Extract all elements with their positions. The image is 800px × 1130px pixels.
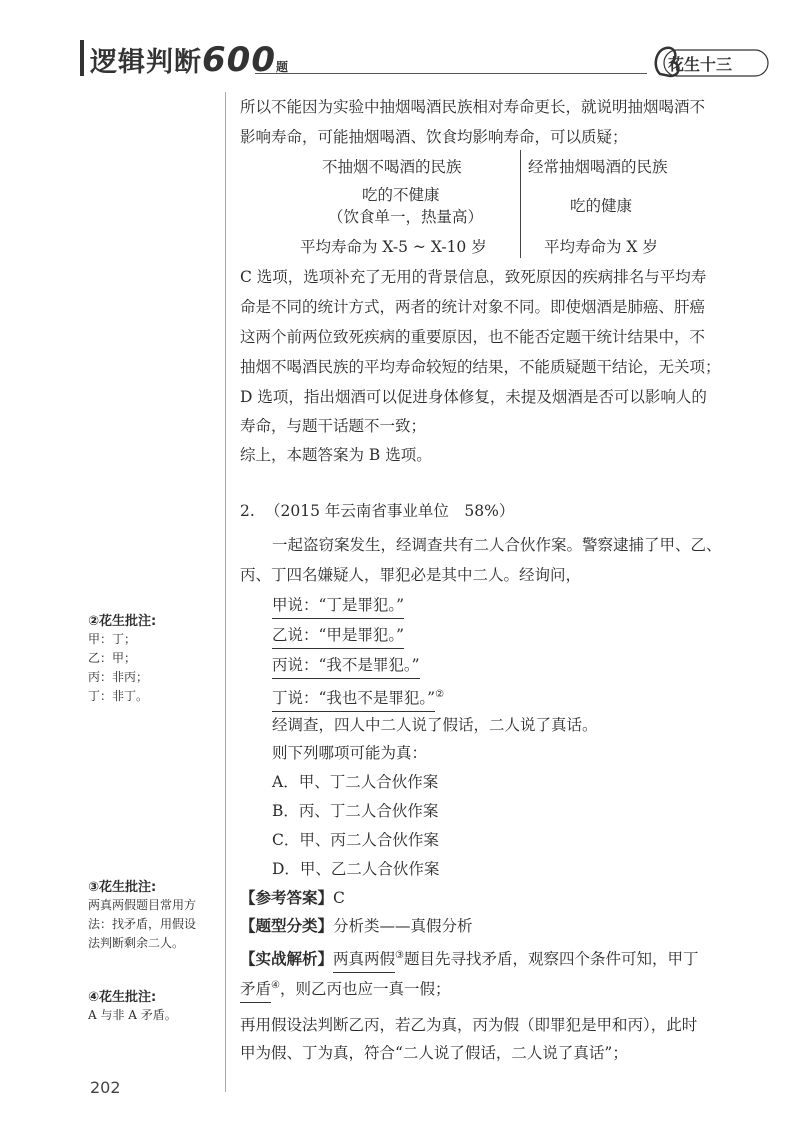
table-right-diet: 吃的健康 xyxy=(570,197,633,215)
side-note-head: ②花生批注: xyxy=(88,614,157,629)
statement-yi xyxy=(272,624,404,646)
body-line: C 选项，选项补充了无用的背景信息，致死原因的疾病排名与平均寿 xyxy=(240,268,707,286)
answer-value: C xyxy=(333,889,345,907)
analysis-line: 再用假设法判断乙丙，若乙为真，丙为假（即罪犯是甲和丙），此时 xyxy=(240,1016,698,1034)
body-line: 所以不能因为实验中抽烟喝酒民族相对寿命更长，就说明抽烟喝酒不 xyxy=(240,98,706,116)
option-b: B．丙、丁二人合伙作案 xyxy=(272,802,439,820)
type-value: 分析类——真假分析 xyxy=(333,917,473,935)
title-text: 逻辑判断 xyxy=(90,47,202,78)
side-note-line: 两真两假题目常用方 xyxy=(88,898,197,912)
statement-text: 乙说：“甲是罪犯。” xyxy=(272,626,404,649)
margin-divider xyxy=(225,92,226,1092)
analysis-line: 甲为假、丁为真，符合“二人说了假话，二人说了真话”； xyxy=(240,1044,628,1062)
question-stem: 丙、丁四名嫌疑人，罪犯必是其中二人。经询问， xyxy=(240,566,582,584)
table-right-life: 平均寿命为 X 岁 xyxy=(544,238,658,256)
title-suffix: 题 xyxy=(275,60,289,74)
option-d: D．甲、乙二人合伙作案 xyxy=(272,860,440,878)
side-note-body xyxy=(88,1006,177,1025)
footnote-marker: ④ xyxy=(271,980,280,991)
analysis-text: 题目先寻找矛盾，观察四个条件可知，甲丁 xyxy=(404,950,699,969)
type-line xyxy=(240,915,473,937)
question-condition: 经调查，四人中二人说了假话，二人说了真话。 xyxy=(272,716,598,734)
summary-line: 综上，本题答案为 B 选项。 xyxy=(240,446,432,464)
side-note-line: 丁：非丁。 xyxy=(88,689,149,703)
statement-text: 丁说：“我也不是罪犯。” xyxy=(272,689,435,712)
statement-text: 甲说：“丁是罪犯。” xyxy=(272,596,404,619)
table-left-diet-note: （饮食单一，热量高） xyxy=(328,208,484,226)
analysis-label: 【实战解析】 xyxy=(240,949,334,969)
statement-ding xyxy=(272,684,444,709)
table-left-head: 不抽烟不喝酒的民族 xyxy=(322,158,462,176)
table-left-diet: 吃的不健康 xyxy=(362,186,440,204)
side-note-line: 甲：丁； xyxy=(88,632,137,646)
option-c: C．甲、丙二人合伙作案 xyxy=(272,831,439,849)
body-line: 这两个前两位致死疾病的重要原因，也不能否定题干统计结果中，不 xyxy=(240,328,706,346)
table-right-head: 经常抽烟喝酒的民族 xyxy=(528,158,668,176)
analysis-line xyxy=(240,945,699,970)
analysis-underlined: 矛盾 xyxy=(240,980,271,1003)
side-note-body xyxy=(88,630,148,706)
statement-jia xyxy=(272,594,404,616)
book-title xyxy=(90,40,289,80)
logo-text: 花生十三 xyxy=(668,55,733,74)
table-divider xyxy=(520,150,521,258)
question-prompt: 则下列哪项可能为真： xyxy=(272,744,428,762)
body-line: 命是不同的统计方式，两者的统计对象不同。即使烟酒是肺癌、肝癌 xyxy=(240,298,706,316)
statement-bing xyxy=(272,654,420,676)
answer-label: 【参考答案】 xyxy=(240,888,334,907)
side-note-line: 丙：非丙； xyxy=(88,670,149,684)
type-label: 【题型分类】 xyxy=(240,916,334,935)
body-line: 寿命，与题干话题不一致； xyxy=(240,417,427,435)
side-note-head: ③花生批注: xyxy=(88,880,157,895)
analysis-text: ，则乙丙也应一真一假； xyxy=(279,980,451,999)
question-number: 2. xyxy=(240,502,255,520)
body-line: 影响寿命，可能抽烟喝酒、饮食均影响寿命，可以质疑； xyxy=(240,128,628,146)
question-source: （2015 年云南省事业单位 58%） xyxy=(265,502,515,520)
footnote-marker: ② xyxy=(435,689,445,700)
body-line: D 选项，指出烟酒可以促进身体修复，未提及烟酒是否可以影响人的 xyxy=(240,388,707,406)
side-note-line: A 与非 A 矛盾。 xyxy=(88,1008,177,1022)
question-stem: 一起盗窃案发生，经调查共有二人合伙作案。警察逮捕了甲、乙、 xyxy=(272,536,722,554)
side-note-line: 乙：甲； xyxy=(88,651,137,665)
analysis-underlined: 两真两假 xyxy=(333,950,395,973)
page-number: 202 xyxy=(90,1078,121,1097)
side-note-head: ④花生批注: xyxy=(88,990,157,1005)
answer-line xyxy=(240,887,345,909)
statement-text: 丙说：“我不是罪犯。” xyxy=(272,656,420,679)
side-note-line: 法：找矛盾，用假设 xyxy=(88,917,197,931)
option-a: A．甲、丁二人合伙作案 xyxy=(272,773,439,791)
header-bar xyxy=(80,40,84,76)
title-number: 600 xyxy=(202,40,276,80)
side-note-line: 法判断剩余二人。 xyxy=(88,936,185,950)
footnote-marker: ③ xyxy=(395,950,404,961)
side-note-body xyxy=(88,896,196,953)
body-line: 抽烟不喝酒民族的平均寿命较短的结果，不能质疑题干结论，无关项； xyxy=(240,358,721,376)
header-rule xyxy=(255,73,647,74)
analysis-line xyxy=(240,975,451,1000)
table-left-life: 平均寿命为 X-5 ~ X-10 岁 xyxy=(300,238,487,256)
